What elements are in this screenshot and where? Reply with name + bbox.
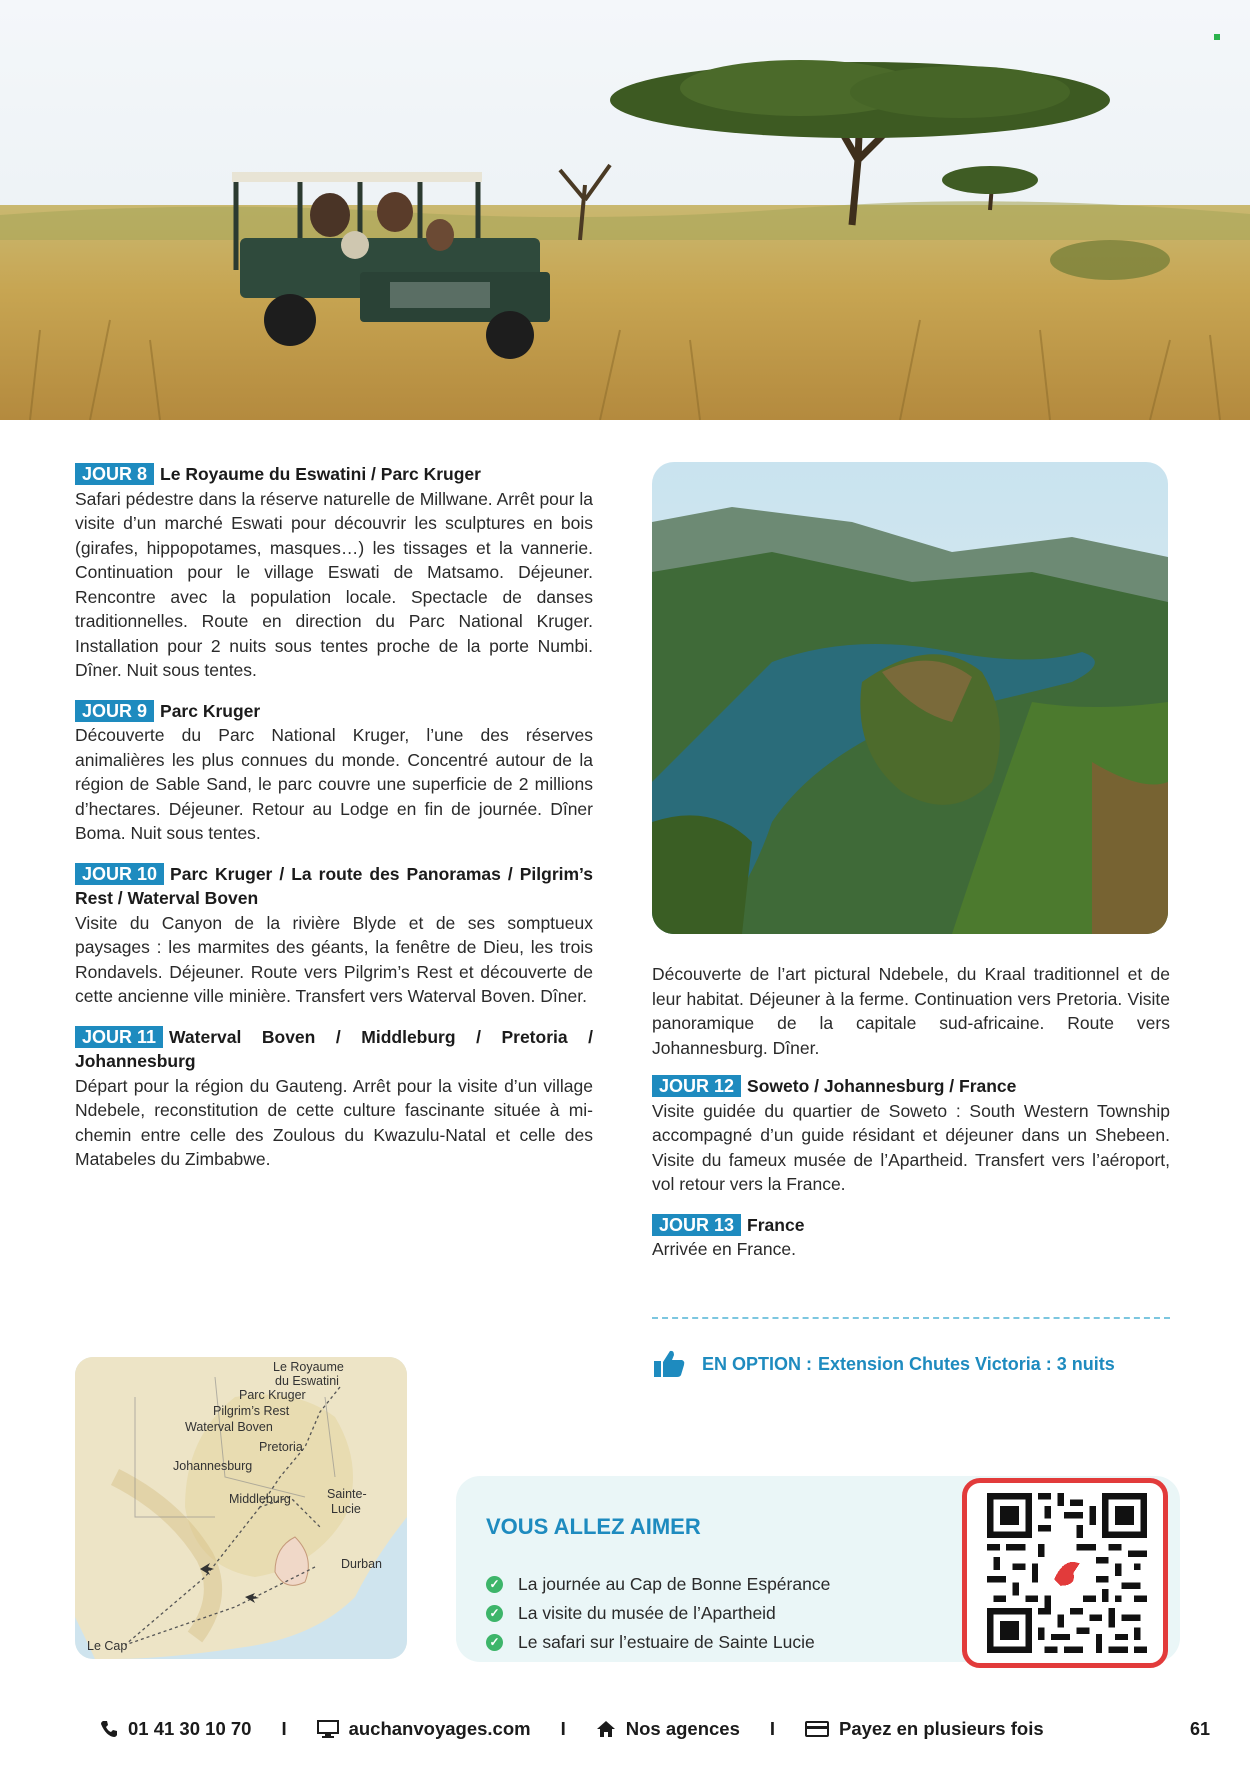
- day-badge: JOUR 11: [75, 1026, 163, 1048]
- map-label-pretoria: Pretoria: [259, 1440, 303, 1454]
- map-label-kruger: Parc Kruger: [239, 1388, 306, 1402]
- footer-separator: I: [281, 1718, 287, 1739]
- home-icon: [596, 1720, 616, 1738]
- check-icon: ✓: [486, 1605, 503, 1622]
- day-heading: France: [747, 1214, 805, 1235]
- day-badge: JOUR 10: [75, 863, 164, 885]
- day-description: Visite guidée du quartier de Soweto : South Western Township accompagné d’un guide résidant et déjeuner dans un Shebeen. Visite du fameux musée de l’Apartheid. Transfert vers l’aéroport, vol retour vers la France.: [652, 1100, 1170, 1194]
- highlights-list: [486, 1570, 830, 1657]
- day-description: Départ pour la région du Gauteng. Arrêt pour la visite d’un village Ndebele, reconstitution de cette culture fascinante située à mi-chemin entre celle des Zoulous du Kwazulu-Natal et celle des Matabeles du Zimbabwe.: [75, 1075, 593, 1169]
- phone-icon: [100, 1720, 118, 1738]
- highlight-text: La journée au Cap de Bonne Espérance: [518, 1574, 831, 1594]
- option-extension: [652, 1347, 1192, 1381]
- day-title: [652, 1213, 1170, 1238]
- highlight-text: Le safari sur l’estuaire de Sainte Lucie: [518, 1632, 815, 1652]
- check-icon: ✓: [486, 1634, 503, 1651]
- highlight-item: [486, 1628, 830, 1657]
- day-heading: Le Royaume du Eswatini / Parc Kruger: [160, 464, 481, 484]
- map-label-waterval-boven: Waterval Boven: [185, 1420, 273, 1434]
- day-10: [75, 862, 593, 1009]
- map-label-pilgrims-rest: Pilgrim’s Rest: [213, 1404, 290, 1418]
- day-title: [75, 1025, 593, 1074]
- day-heading: Soweto / Johannesburg / France: [747, 1076, 1017, 1096]
- highlights-title: VOUS ALLEZ AIMER: [486, 1514, 701, 1539]
- day-badge: JOUR 9: [75, 700, 154, 722]
- page-number: 61: [1189, 1718, 1210, 1739]
- map-label-eswatini-2: du Eswatini: [275, 1374, 339, 1388]
- check-icon: ✓: [486, 1576, 503, 1593]
- day-8: [75, 462, 593, 683]
- highlight-item: [486, 1570, 830, 1599]
- day-badge: JOUR 8: [75, 463, 154, 485]
- day-heading: Parc Kruger / La route des Panoramas / Pilgrim’s Rest / Waterval Boven: [75, 863, 593, 908]
- credit-card-icon: [805, 1720, 829, 1738]
- day-heading: Waterval Boven / Middleburg / Pretoria / Johannesburg: [75, 1026, 593, 1071]
- day-title: [75, 699, 593, 724]
- map-label-middleburg: Middleburg: [229, 1492, 291, 1506]
- route-map: [75, 1357, 407, 1659]
- footer: [100, 1714, 1210, 1744]
- option-label: EN OPTION :: [702, 1353, 813, 1374]
- day-badge: JOUR 12: [652, 1075, 741, 1097]
- day-title: [75, 462, 593, 487]
- day-11-continued-text: Découverte de l’art pictural Ndebele, du Kraal traditionnel et de leur habitat. Déjeuner à la ferme. Continuation vers Pretoria. Visite panoramique de la capitale sud-africaine. Route vers Johannesburg. Dîner.: [652, 964, 1170, 1058]
- day-12: [652, 1074, 1170, 1197]
- phone-number: 01 41 30 10 70: [128, 1718, 252, 1739]
- day-description: Arrivée en France.: [652, 1239, 796, 1259]
- map-label-le-cap: Le Cap: [87, 1639, 128, 1653]
- footer-website[interactable]: [317, 1718, 531, 1740]
- qr-code[interactable]: [962, 1478, 1168, 1668]
- day-9: [75, 699, 593, 846]
- footer-agencies[interactable]: [596, 1718, 740, 1740]
- map-label-sainte-lucie: Sainte-: [327, 1487, 367, 1501]
- canyon-photo: [652, 462, 1168, 934]
- footer-payment[interactable]: [805, 1718, 1044, 1740]
- hero-safari-photo: [0, 0, 1250, 420]
- map-label-durban: Durban: [341, 1557, 382, 1571]
- map-label-sainte-lucie-2: Lucie: [331, 1502, 361, 1516]
- itinerary-right-column: [652, 962, 1170, 1278]
- footer-phone[interactable]: [100, 1718, 251, 1740]
- footer-separator: I: [769, 1718, 776, 1739]
- payment-link: Payez en plusieurs fois: [839, 1718, 1044, 1739]
- map-label-eswatini: Le Royaume: [273, 1360, 344, 1374]
- day-description: Safari pédestre dans la réserve naturelle de Millwane. Arrêt pour la visite d’un marché Eswati pour découvrir les sculptures en bois (girafes, hippopotames, masques…) les tissages et la vannerie. Continuation pour le village Eswati de Matsamo. Déjeuner. Rencontre avec la population locale. Spectacle de danses traditionnelles. Route en direction du Parc National Kruger. Installation pour 2 nuits sous tentes proche de la porte Numbi. Dîner. Nuit sous tentes.: [75, 488, 593, 680]
- highlight-text: La visite du musée de l’Apartheid: [518, 1603, 776, 1623]
- footer-separator: I: [560, 1718, 566, 1739]
- day-13: [652, 1213, 1170, 1262]
- map-label-johannesburg: Johannesburg: [173, 1459, 253, 1473]
- day-description: Visite du Canyon de la rivière Blyde et de ses somptueux paysages : les marmites des géants, la fenêtre de Dieu, les trois Rondavels. Déjeuner. Route vers Pilgrim’s Rest et découverte de cette ancienne ville minière. Transfert vers Waterval Boven. Dîner.: [75, 912, 593, 1006]
- day-badge: JOUR 13: [652, 1214, 741, 1236]
- monitor-icon: [317, 1720, 339, 1738]
- day-title: [75, 862, 593, 911]
- highlight-item: [486, 1599, 830, 1628]
- thumbs-up-icon: [652, 1349, 686, 1379]
- day-title: [652, 1074, 1170, 1099]
- option-text: Extension Chutes Victoria : 3 nuits: [818, 1353, 1115, 1374]
- itinerary-left-column: [75, 462, 593, 1188]
- dashed-divider: [652, 1317, 1170, 1319]
- website-link: auchanvoyages.com: [348, 1718, 531, 1739]
- day-description: Découverte du Parc National Kruger, l’une des réserves animalières les plus connues du monde. Concentré autour de la région de Sable Sand, le parc couvre une superficie de 2 millions d’hectares. Déjeuner. Retour au Lodge en fin de journée. Dîner Boma. Nuit sous tentes.: [75, 725, 593, 843]
- qr-code-icon: [987, 1493, 1147, 1653]
- agencies-link: Nos agences: [625, 1718, 740, 1739]
- day-11: [75, 1025, 593, 1172]
- day-heading: Parc Kruger: [160, 700, 261, 721]
